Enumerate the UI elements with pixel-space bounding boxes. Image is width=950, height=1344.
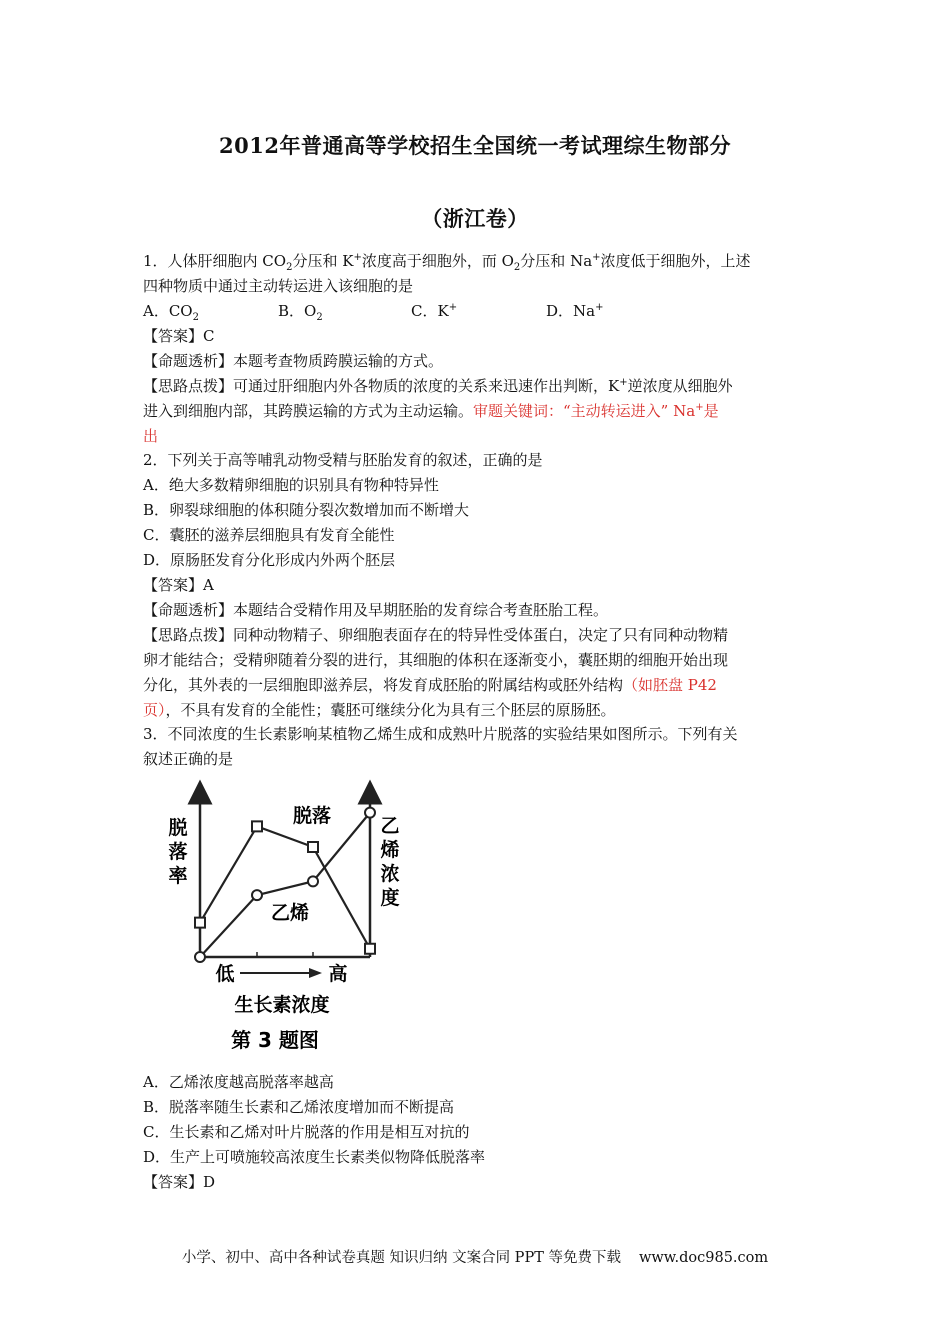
q3-stem-line-2: 叙述正确的是: [143, 750, 234, 768]
question-3: [143, 722, 808, 772]
q2-option-b: B．卵裂球细胞的体积随分裂次数增加而不断增大: [143, 501, 470, 519]
q1-stem-line-1: 1．人体肝细胞内 $CO_2$分压和 K+浓度高于细胞外，而 $O_2$分压和 Na+浓度低于细胞外，上述: [143, 252, 751, 273]
q2-hint-line-3: 分化，其外表的一层细胞即滋养层，将发育成胚胎的附属结构或胚外结构（如胚盘 P42: [143, 676, 717, 694]
q1-option-c: C．K+: [411, 302, 458, 320]
q1-insight: 【命题透析】本题考查物质跨膜运输的方式。: [143, 352, 444, 370]
document-subtitle: （浙江卷）: [421, 206, 529, 231]
q3-figure: [150, 772, 420, 1067]
footer-text: 小学、初中、高中各种试卷真题 知识归纳 文案合同 PPT 等免费下载: [181, 1250, 621, 1266]
q1-answer: 【答案】C: [143, 327, 215, 345]
q2-hint-line-2: 卵才能结合；受精卵随着分裂的进行，其细胞的体积在逐渐变小，囊胚期的细胞开始出现: [143, 651, 729, 669]
x-axis-title: 生长素浓度: [234, 994, 330, 1016]
series-label-ethylene: 乙烯: [270, 902, 310, 924]
abscission-point-1: [252, 821, 262, 831]
abscission-point-2: [308, 842, 318, 852]
ethylene-point-2: [308, 876, 318, 886]
q1-option-a: A．$CO_2$: [143, 302, 199, 323]
q2-insight: 【命题透析】本题结合受精作用及早期胚胎的发育综合考查胚胎工程。: [143, 601, 609, 619]
abscission-point-3: [365, 944, 375, 954]
q2-hint-line-4: 页），不具有发育的全能性；囊胚可继续分化为具有三个胚层的原肠胚。: [143, 701, 616, 719]
q3-option-a: A．乙烯浓度越高脱落率越高: [143, 1073, 334, 1091]
figure-caption: 第 3 题图: [231, 1028, 319, 1052]
q2-option-d: D．原肠胚发育分化形成内外两个胚层: [143, 551, 396, 569]
q2-option-a: A．绝大多数精卵细胞的识别具有物种特异性: [143, 476, 439, 494]
abscission-point-0: [195, 918, 205, 928]
q1-stem-line-2: 四种物质中通过主动转运进入该细胞的是: [143, 277, 414, 295]
q1-hint-line-1: 【思路点拨】可通过肝细胞内外各物质的浓度的关系来迅速作出判断，K+逆浓度从细胞外: [143, 377, 733, 395]
q3-option-b: B．脱落率随生长素和乙烯浓度增加而不断提高: [143, 1098, 455, 1116]
question-3-options: [143, 1070, 808, 1195]
low-high-arrowhead: [309, 968, 322, 978]
q3-answer: 【答案】D: [143, 1173, 216, 1191]
question-1: [143, 249, 808, 449]
q1-hint-line-3: 出: [143, 427, 159, 445]
document-title: 2012年普通高等学校招生全国统一考试理综生物部分: [219, 133, 731, 158]
q1-key-words: 审题关键词：“主动转运进入” Na+是: [473, 402, 719, 420]
ethylene-point-0: [195, 952, 205, 962]
q2-stem: 2．下列关于高等哺乳动物受精与胚胎发育的叙述，正确的是: [143, 451, 543, 469]
x-high-label: 高: [328, 963, 348, 985]
ethylene-point-1: [252, 890, 262, 900]
y-axis-label-right: 乙烯浓度: [380, 815, 400, 909]
ethylene-point-3: [365, 808, 375, 818]
question-2: [143, 448, 808, 723]
q3-option-c: C．生长素和乙烯对叶片脱落的作用是相互对抗的: [143, 1123, 470, 1141]
series-line-ethylene: [200, 813, 370, 957]
q1-hint-line-2: 进入到细胞内部，其跨膜运输的方式为主动运输。审题关键词：“主动转运进入” Na+是: [143, 402, 719, 420]
q3-option-d: D．生产上可喷施较高浓度生长素类似物降低脱落率: [143, 1148, 486, 1166]
x-low-label: 低: [215, 963, 235, 985]
q2-option-c: C．囊胚的滋养层细胞具有发育全能性: [143, 526, 395, 544]
q1-option-b: B．$O_2$: [278, 302, 323, 323]
q2-answer: 【答案】A: [143, 576, 214, 594]
y-axis-label-left: 脱落率: [168, 817, 188, 887]
page-footer: [0, 1246, 950, 1267]
footer-site-link[interactable]: www.doc985.com: [638, 1250, 769, 1266]
series-label-abscission: 脱落: [292, 805, 332, 827]
q1-options: [143, 299, 808, 324]
q3-stem-line-1: 3．不同浓度的生长素影响某植物乙烯生成和成熟叶片脱落的实验结果如图所示。下列有关: [143, 725, 738, 743]
q1-option-d: D．Na+: [546, 302, 604, 320]
q2-hint-line-1: 【思路点拨】同种动物精子、卵细胞表面存在的特异性受体蛋白，决定了只有同种动物精: [143, 626, 729, 644]
